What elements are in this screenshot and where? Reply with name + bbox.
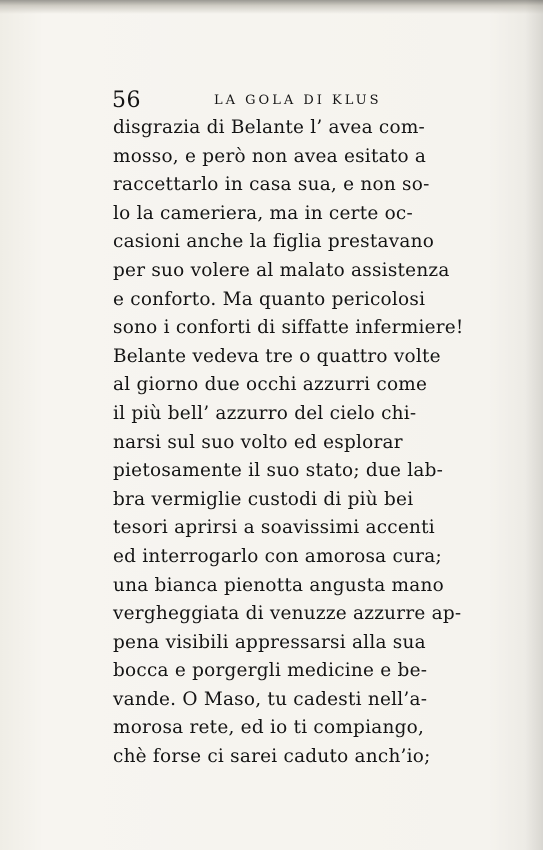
- text-line: e conforto. Ma quanto pericolosi: [113, 287, 426, 310]
- page-top-edge: [0, 0, 543, 14]
- text-line: morosa rete, ed io ti compiango,: [113, 716, 425, 739]
- page-fold-shadow: [525, 0, 543, 850]
- running-title: LA GOLA DI KLUS: [214, 93, 382, 108]
- page-header: [112, 88, 492, 114]
- text-line: narsi sul suo volto ed esplorar: [113, 430, 403, 453]
- text-line: una bianca pienotta angusta mano: [113, 573, 444, 596]
- text-line: pena visibili appressarsi alla sua: [113, 630, 426, 653]
- text-line: vergheggiata di venuzze azzurre ap-: [113, 602, 462, 625]
- text-line: ed interrogarlo con amorosa cura;: [113, 544, 442, 567]
- text-line: raccettarlo in casa sua, e non so-: [113, 173, 430, 196]
- text-line: il più bell’ azzurro del cielo chi-: [113, 401, 417, 424]
- text-line: lo la cameriera, ma in certe oc-: [113, 201, 413, 224]
- text-line: pietosamente il suo stato; due lab-: [113, 459, 444, 482]
- text-line: per suo volere al malato assistenza: [113, 258, 450, 281]
- text-line: tesori aprirsi a soavissimi accenti: [113, 516, 435, 539]
- text-line: bocca e porgergli medicine e be-: [113, 659, 428, 682]
- text-line: bra vermiglie custodi di più bei: [113, 487, 414, 510]
- text-line: vande. O Maso, tu cadesti nell’a-: [113, 687, 428, 710]
- text-line: mosso, e però non avea esitato a: [113, 144, 427, 167]
- page-number: 56: [112, 88, 141, 113]
- body-text: [113, 113, 493, 771]
- text-line: sono i conforti di siffatte infermiere!: [113, 316, 464, 339]
- text-line: al giorno due occhi azzurri come: [113, 373, 428, 396]
- text-line: chè forse ci sarei caduto anch’io;: [113, 745, 431, 768]
- text-line: disgrazia di Belante l’ avea com-: [113, 116, 426, 138]
- text-line: casioni anche la figlia prestavano: [113, 230, 435, 253]
- text-line: Belante vedeva tre o quattro volte: [113, 344, 441, 367]
